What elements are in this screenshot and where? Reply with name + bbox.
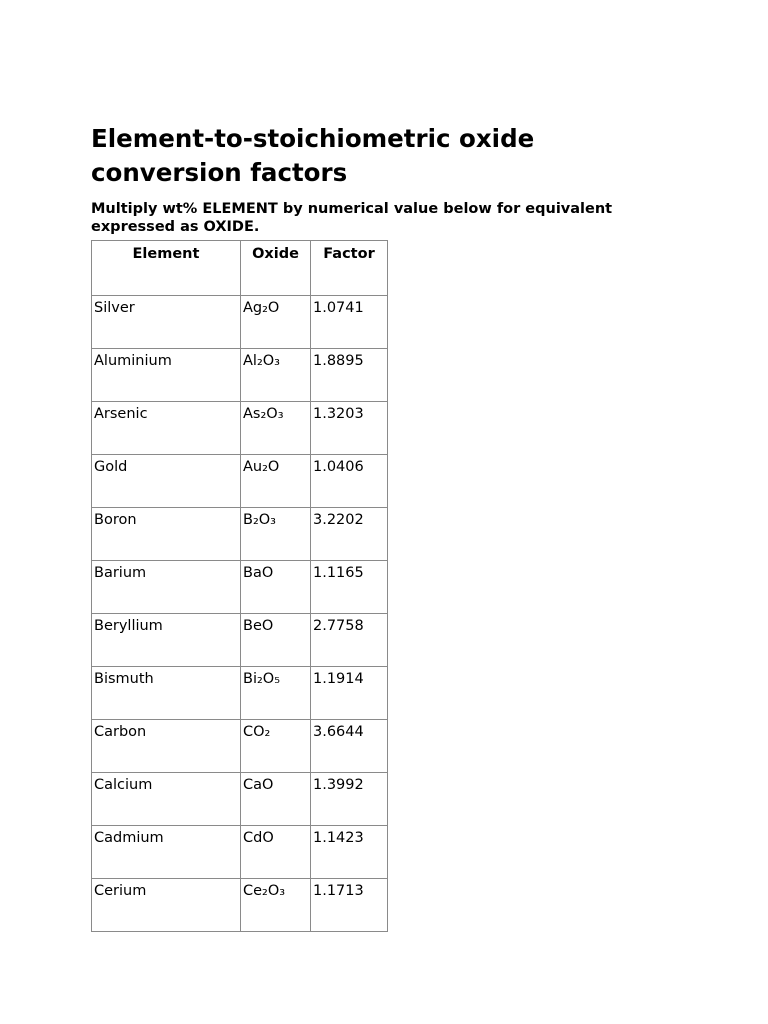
document-body [91, 122, 691, 932]
oxide-cell: BeO [241, 614, 311, 667]
table-row [92, 455, 388, 508]
header-oxide: Oxide [241, 241, 311, 296]
oxide-cell: Bi₂O₅ [241, 667, 311, 720]
title-line-1: Element-to-stoichiometric oxide [91, 124, 535, 153]
table-row [92, 561, 388, 614]
table-row [92, 773, 388, 826]
instruction-text: Multiply wt% ELEMENT by numerical value below for equivalent expressed as OXIDE. [91, 201, 613, 235]
oxide-cell: Au₂O [241, 455, 311, 508]
oxide-cell: Ce₂O₃ [241, 879, 311, 932]
factor-cell: 1.1423 [311, 826, 388, 879]
element-cell: Silver [92, 296, 241, 349]
header-element: Element [92, 241, 241, 296]
element-cell: Bismuth [92, 667, 241, 720]
factor-cell: 1.1914 [311, 667, 388, 720]
factor-cell: 2.7758 [311, 614, 388, 667]
oxide-cell: Al₂O₃ [241, 349, 311, 402]
table-row [92, 614, 388, 667]
oxide-cell: B₂O₃ [241, 508, 311, 561]
factor-cell: 1.1713 [311, 879, 388, 932]
page-title [91, 122, 691, 190]
oxide-cell: CaO [241, 773, 311, 826]
title-line-2: conversion factors [91, 158, 348, 187]
element-cell: Aluminium [92, 349, 241, 402]
oxide-cell: CdO [241, 826, 311, 879]
oxide-cell: BaO [241, 561, 311, 614]
table-row [92, 826, 388, 879]
table-row [92, 667, 388, 720]
header-row [92, 241, 388, 296]
element-cell: Arsenic [92, 402, 241, 455]
factor-cell: 1.0741 [311, 296, 388, 349]
table-row [92, 508, 388, 561]
table-row [92, 349, 388, 402]
oxide-cell: Ag₂O [241, 296, 311, 349]
table-header [92, 241, 388, 296]
header-factor: Factor [311, 241, 388, 296]
element-cell: Carbon [92, 720, 241, 773]
factor-cell: 1.3992 [311, 773, 388, 826]
oxide-cell: CO₂ [241, 720, 311, 773]
table-row [92, 296, 388, 349]
factor-cell: 1.8895 [311, 349, 388, 402]
factor-cell: 3.6644 [311, 720, 388, 773]
factor-cell: 1.3203 [311, 402, 388, 455]
factor-cell: 1.1165 [311, 561, 388, 614]
element-cell: Cerium [92, 879, 241, 932]
element-cell: Beryllium [92, 614, 241, 667]
element-cell: Barium [92, 561, 241, 614]
factor-cell: 3.2202 [311, 508, 388, 561]
table-row [92, 720, 388, 773]
element-cell: Gold [92, 455, 241, 508]
table-body [92, 296, 388, 932]
element-cell: Boron [92, 508, 241, 561]
oxide-cell: As₂O₃ [241, 402, 311, 455]
conversion-factors-table [91, 240, 388, 932]
factor-cell: 1.0406 [311, 455, 388, 508]
table-row [92, 879, 388, 932]
element-cell: Calcium [92, 773, 241, 826]
table-row [92, 402, 388, 455]
element-cell: Cadmium [92, 826, 241, 879]
